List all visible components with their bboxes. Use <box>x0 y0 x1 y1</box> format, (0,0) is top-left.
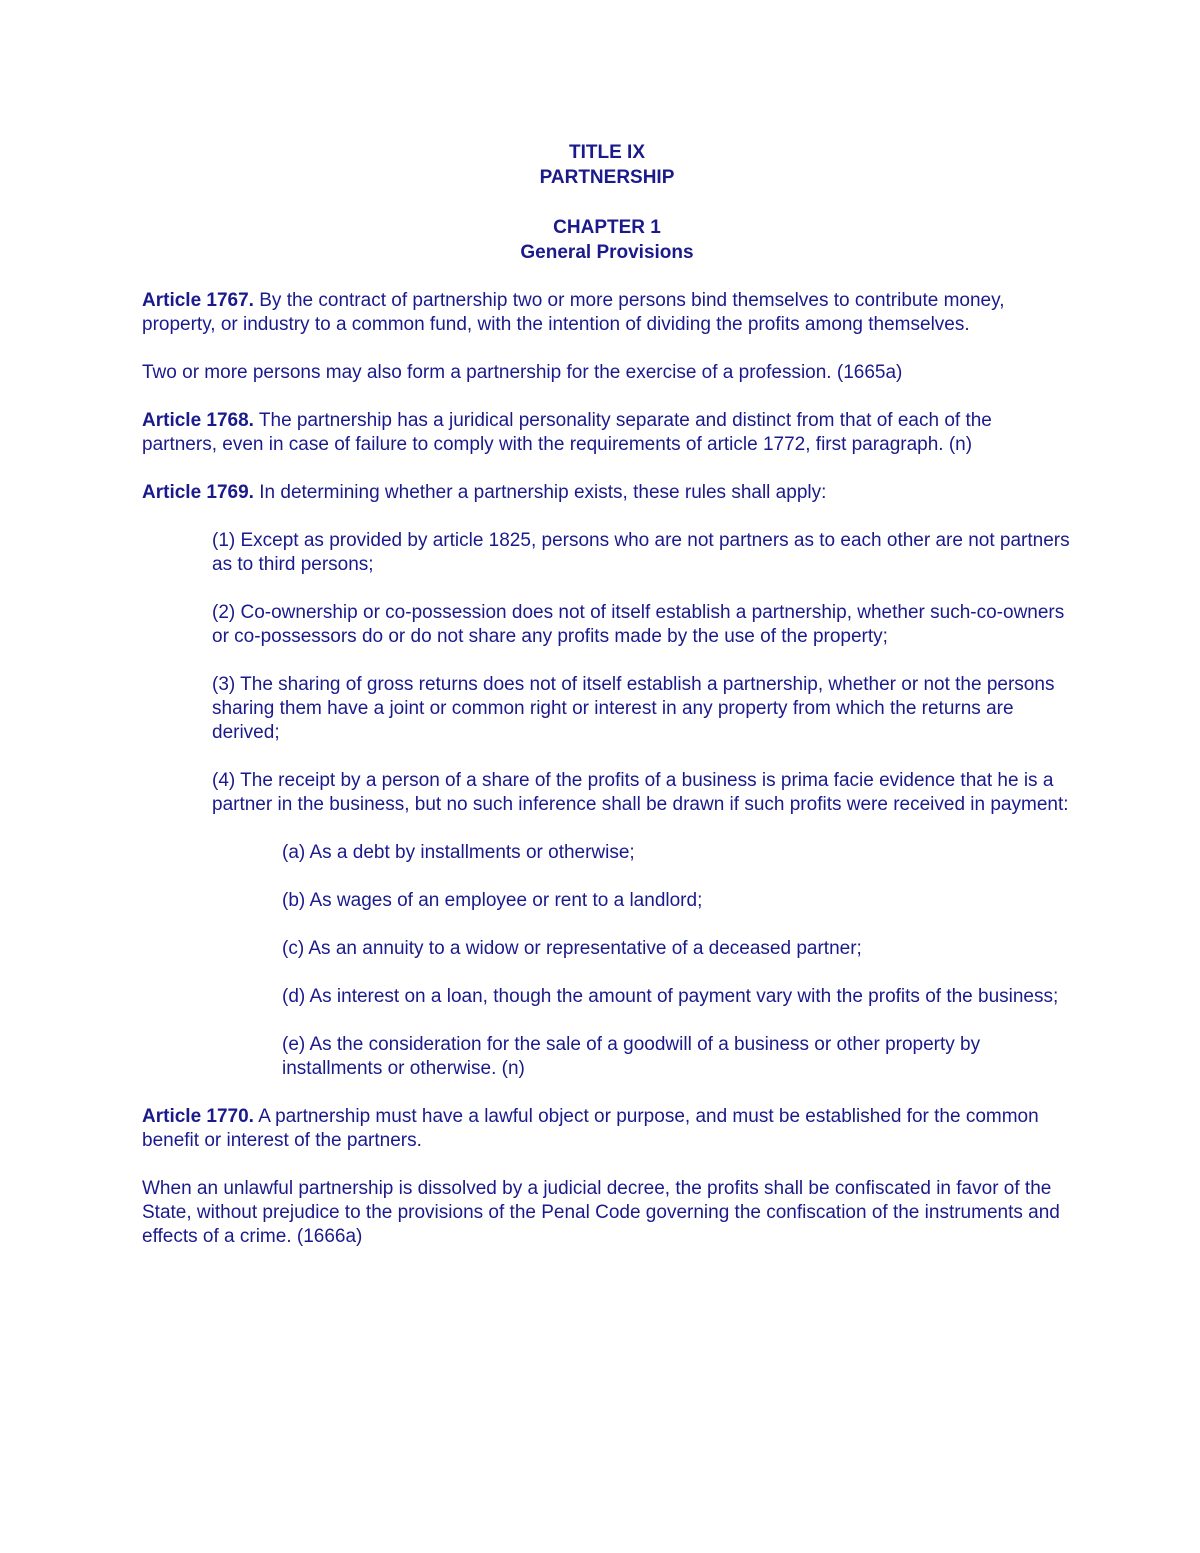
article-1770 <box>142 1105 1072 1153</box>
chapter-title: General Provisions <box>520 242 694 263</box>
article-text: A partnership must have a lawful object or purpose, and must be established for the common benefit or interest of the partners. <box>142 1106 1039 1151</box>
rule-subitem: (d) As interest on a loan, though the amount of payment vary with the profits of the business; <box>282 986 1059 1007</box>
rule-item: (3) The sharing of gross returns does not of itself establish a partnership, whether or not the persons sharing them have a joint or common right or interest in any property from which the returns are derived; <box>212 674 1055 743</box>
chapter-block <box>142 215 1072 265</box>
article-1768 <box>142 409 1072 457</box>
article-1769 <box>142 481 1072 505</box>
article-label: Article 1767. <box>142 290 254 311</box>
rule-subitem: (a) As a debt by installments or otherwise; <box>282 842 635 863</box>
title-block <box>142 140 1072 190</box>
document-page <box>142 140 1072 1273</box>
rule-item: (4) The receipt by a person of a share of the profits of a business is prima facie evidence that he is a partner in the business, but no such inference shall be drawn if such profits were received in payment: <box>212 770 1069 815</box>
article-1767 <box>142 289 1072 337</box>
rule-subitem: (e) As the consideration for the sale of a goodwill of a business or other property by installments or otherwise. (n) <box>282 1034 981 1079</box>
article-text: By the contract of partnership two or more persons bind themselves to contribute money, property, or industry to a common fund, with the intention of dividing the profits among themselves. <box>142 290 1005 335</box>
article-text: The partnership has a juridical personality separate and distinct from that of each of the partners, even in case of failure to comply with the requirements of article 1772, first paragraph. (n) <box>142 410 992 455</box>
rule-item: (1) Except as provided by article 1825, persons who are not partners as to each other are not partners as to third persons; <box>212 530 1070 575</box>
chapter-number: CHAPTER 1 <box>553 217 661 238</box>
rule-item: (2) Co-ownership or co-possession does not of itself establish a partnership, whether such-co-owners or co-possessors do or do not share any profits made by the use of the property; <box>212 602 1065 647</box>
article-label: Article 1770. <box>142 1106 254 1127</box>
rule-subitem: (b) As wages of an employee or rent to a landlord; <box>282 890 703 911</box>
article-text: In determining whether a partnership exists, these rules shall apply: <box>253 482 827 503</box>
article-1767-paragraph-2: Two or more persons may also form a partnership for the exercise of a profession. (1665a) <box>142 362 903 383</box>
article-1770-paragraph-2: When an unlawful partnership is dissolved by a judicial decree, the profits shall be confiscated in favor of the State, without prejudice to the provisions of the Penal Code governing the confiscation of the instruments and effects of a crime. (1666a) <box>142 1178 1060 1247</box>
article-label: Article 1768. <box>142 410 254 431</box>
document-title: TITLE IX <box>569 142 645 163</box>
article-label: Article 1769. <box>142 482 254 503</box>
rule-subitem: (c) As an annuity to a widow or representative of a deceased partner; <box>282 938 862 959</box>
document-subtitle: PARTNERSHIP <box>539 167 675 188</box>
